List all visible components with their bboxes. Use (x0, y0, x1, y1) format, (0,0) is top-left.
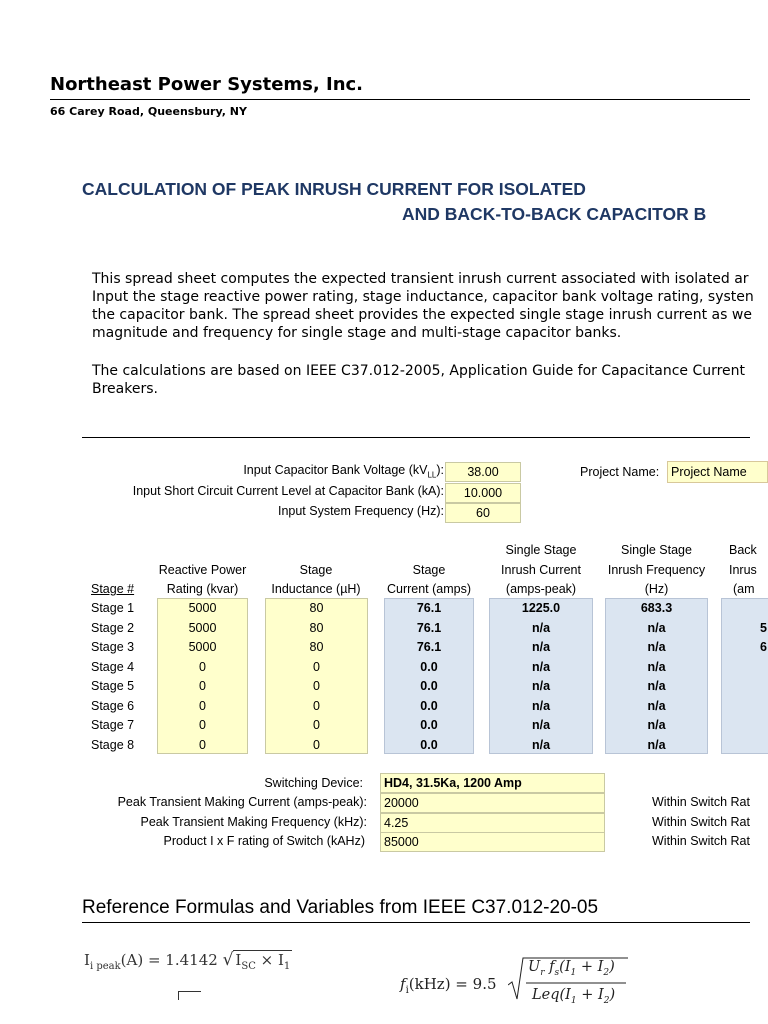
ixf-rating-input[interactable]: 85000 (380, 832, 605, 852)
title-line-2: AND BACK-TO-BACK CAPACITOR B (402, 204, 707, 224)
switching-device-label: Switching Device: (264, 776, 363, 790)
header-back-inrush: Inrus (729, 563, 757, 577)
short-circuit-input[interactable]: 10.000 (445, 483, 521, 503)
company-address: 66 Carey Road, Queensbury, NY (50, 105, 247, 118)
inrush-frequency-value: n/a (647, 620, 666, 635)
inrush-frequency-value: 683.3 (640, 601, 673, 615)
stage-current-value: 76.1 (416, 640, 442, 654)
intro-line: the capacitor bank. The spread sheet provides the expected single stage inrush current as we (92, 307, 752, 323)
peak-making-current-label: Peak Transient Making Current (amps-peak): (117, 795, 367, 809)
company-name: Northeast Power Systems, Inc. (50, 74, 364, 95)
stage-current-value: 0.0 (420, 698, 438, 713)
reference-divider (82, 922, 750, 923)
inrush-current-value: n/a (531, 620, 551, 635)
stage-current-value: 0.0 (420, 659, 438, 674)
stage-label: Stage 8 (91, 737, 135, 752)
inductance-input[interactable]: 0 (313, 659, 320, 674)
reactive-power-input[interactable]: 5000 (188, 640, 217, 654)
header-reactive-power: Reactive Power (158, 563, 247, 577)
stage-label: Stage 6 (91, 698, 135, 713)
header-stage-number: Stage # (91, 582, 135, 596)
reference-heading: Reference Formulas and Variables from IEEE C37.012-20-05 (82, 897, 599, 918)
header-stage: Stage (299, 563, 333, 577)
header-current: Current (amps) (386, 582, 472, 596)
inductance-input[interactable]: 0 (313, 679, 320, 693)
reactive-power-input[interactable]: 5000 (188, 601, 217, 615)
intro-line: magnitude and frequency for single stage and multi-stage capacitor banks. (92, 325, 622, 341)
inductance-input[interactable]: 80 (309, 601, 324, 615)
stage-label: Stage 2 (91, 620, 135, 635)
inrush-current-value: n/a (531, 679, 551, 693)
stage-label: Stage 5 (91, 679, 135, 693)
header-back-amps: (am (733, 582, 755, 596)
inductance-input[interactable]: 0 (313, 698, 320, 713)
back-to-back-value: 6 (760, 640, 767, 654)
stage-current-value: 0.0 (420, 679, 438, 693)
inductance-input[interactable]: 0 (313, 718, 320, 732)
voltage-input[interactable]: 38.00 (445, 462, 521, 482)
inrush-frequency-value: n/a (647, 737, 666, 752)
header-hz: (Hz) (644, 582, 669, 596)
switching-device-input[interactable]: HD4, 31.5Ka, 1200 Amp (380, 773, 605, 793)
header-rating-kvar: Rating (kvar) (166, 582, 239, 596)
stage-label: Stage 4 (91, 659, 135, 674)
frequency-label: Input System Frequency (Hz): (277, 504, 444, 518)
intro-line: This spread sheet computes the expected transient inrush current associated with isolated ar (92, 271, 749, 287)
peak-making-frequency-label: Peak Transient Making Frequency (kHz): (140, 815, 367, 829)
section-divider (82, 437, 750, 438)
stage-label: Stage 7 (91, 718, 135, 732)
intro-paragraph-2 (92, 362, 768, 398)
status-text: Within Switch Rat (652, 795, 750, 809)
formula-fragment (178, 991, 201, 1000)
formula-denominator: $Leq(I_1 + I_2)$ (532, 987, 616, 1005)
reactive-power-input[interactable]: 0 (199, 737, 206, 752)
stage-current-value: 76.1 (416, 601, 442, 615)
inrush-current-value: n/a (531, 737, 551, 752)
reactive-power-input[interactable]: 0 (199, 659, 206, 674)
inrush-frequency-value: n/a (647, 640, 666, 654)
inductance-input[interactable]: 80 (309, 640, 324, 654)
inrush-frequency-formula-lhs: $f_i(kHz) = 9.5$ (400, 975, 497, 996)
project-name-input[interactable]: Project Name (667, 461, 768, 483)
formula-numerator: $U_r$ $f_s(I_1 + I_2)$ (528, 959, 615, 978)
voltage-label: Input Capacitor Bank Voltage $(kV_{LL})$: (243, 463, 444, 480)
inrush-current-value: n/a (531, 640, 551, 654)
reactive-power-input[interactable]: 0 (199, 718, 206, 732)
peak-making-frequency-input[interactable]: 4.25 (380, 813, 605, 833)
inrush-frequency-value: n/a (647, 698, 666, 713)
back-to-back-value: 5 (760, 620, 767, 635)
inrush-frequency-value: n/a (647, 659, 666, 674)
header-single-stage: Single Stage (621, 543, 692, 557)
intro-line: Breakers. (92, 381, 158, 397)
reactive-power-input[interactable]: 0 (199, 698, 206, 713)
header-inductance: Inductance (µH) (271, 582, 361, 596)
header-inrush-current: Inrush Current (501, 563, 581, 577)
inrush-current-value: n/a (531, 718, 551, 732)
inrush-frequency-value: n/a (647, 679, 666, 693)
intro-line: The calculations are based on IEEE C37.012-2005, Application Guide for Capacitance Current (92, 363, 746, 379)
stage-current-value: 0.0 (420, 737, 438, 752)
inductance-input[interactable]: 80 (309, 620, 324, 635)
stage-label: Stage 1 (91, 601, 135, 615)
intro-paragraph-1 (92, 270, 768, 342)
inrush-current-value: n/a (531, 698, 551, 713)
header-inrush-frequency: Inrush Frequency (607, 563, 706, 577)
project-name-label: Project Name: (580, 465, 660, 479)
header-amps-peak: (amps-peak) (505, 582, 577, 596)
inrush-frequency-formula-radical (508, 955, 628, 1005)
inrush-frequency-value: n/a (647, 718, 666, 732)
header-back-to-back: Back (729, 543, 757, 557)
header-single-stage: Single Stage (505, 543, 577, 557)
inductance-input[interactable]: 0 (313, 737, 320, 752)
header-stage: Stage (412, 563, 446, 577)
status-text: Within Switch Rat (652, 834, 750, 848)
stage-current-value: 76.1 (416, 620, 442, 635)
reactive-power-input[interactable]: 5000 (188, 620, 217, 635)
reactive-power-input[interactable]: 0 (199, 679, 206, 693)
inrush-current-value: n/a (531, 659, 551, 674)
header-divider (50, 99, 750, 100)
inrush-current-value: 1225.0 (521, 601, 561, 615)
peak-making-current-input[interactable]: 20000 (380, 793, 605, 813)
title-line-1: CALCULATION OF PEAK INRUSH CURRENT FOR ISOLATED (82, 179, 586, 199)
ixf-rating-label: Product I x F rating of Switch (kAHz) (163, 834, 365, 848)
intro-line: Input the stage reactive power rating, stage inductance, capacitor bank voltage rating, systen (92, 289, 754, 305)
status-text: Within Switch Rat (652, 815, 750, 829)
frequency-input[interactable]: 60 (445, 503, 521, 523)
stage-current-value: 0.0 (420, 718, 438, 732)
stage-label: Stage 3 (91, 640, 135, 654)
short-circuit-label: Input Short Circuit Current Level at Capacitor Bank (kA): (132, 484, 444, 498)
inrush-peak-formula: $I_{i peak}(A) = 1.4142$ √ $I_{SC} \times I_1$ (84, 950, 291, 972)
